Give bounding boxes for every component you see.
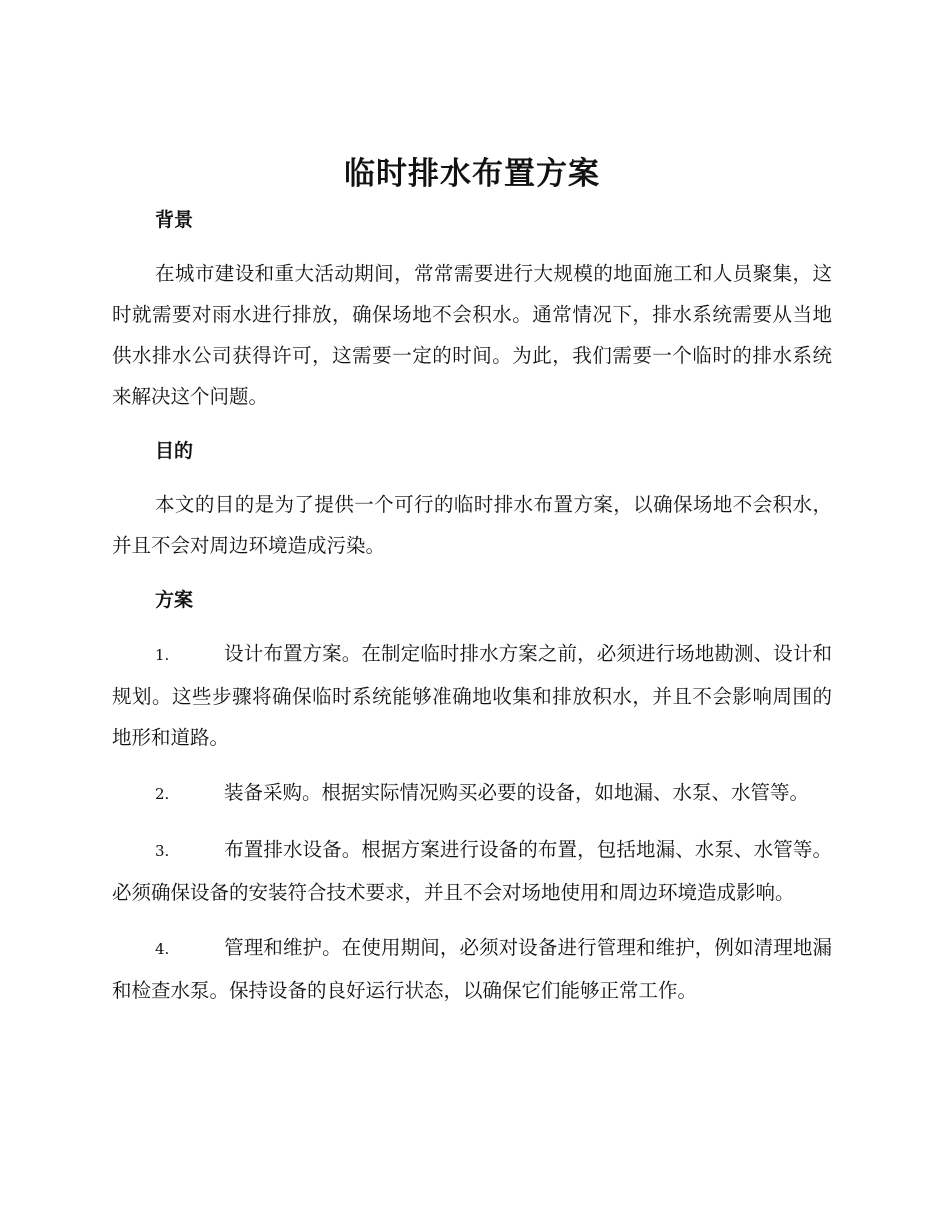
plan-list-item — [112, 772, 832, 815]
list-item-text: 布置排水设备。根据方案进行设备的布置，包括地漏、水泵、水管等。必须确保设备的安装符合技术要求，并且不会对场地使用和周边环境造成影响。 — [112, 838, 832, 904]
list-item-number: 1. — [155, 646, 170, 664]
section-heading-purpose: 目的 — [155, 440, 194, 462]
document-title: 临时排水布置方案 — [344, 156, 600, 192]
list-item-text: 设计布置方案。在制定临时排水方案之前，必须进行场地勘测、设计和规划。这些步骤将确保临时系统能够准确地收集和排放积水，并且不会影响周围的地形和道路。 — [112, 642, 832, 749]
plan-list-item — [112, 927, 832, 1011]
list-item-text: 装备采购。根据实际情况购买必要的设备，如地漏、水泵、水管等。 — [224, 781, 810, 804]
section-heading-plan: 方案 — [155, 589, 194, 611]
list-item-number: 4. — [155, 940, 170, 958]
purpose-paragraph: 本文的目的是为了提供一个可行的临时排水布置方案，以确保场地不会积水，并且不会对周边环境造成污染。 — [112, 493, 832, 557]
list-item-number: 2. — [155, 785, 170, 803]
list-item-text: 管理和维护。在使用期间，必须对设备进行管理和维护，例如清理地漏和检查水泵。保持设备的良好运行状态，以确保它们能够正常工作。 — [112, 936, 832, 1002]
background-paragraph: 在城市建设和重大活动期间，常常需要进行大规模的地面施工和人员聚集，这时就需要对雨水进行排放，确保场地不会积水。通常情况下，排水系统需要从当地供水排水公司获得许可，这需要一定的时间。为此，我们需要一个临时的排水系统来解决这个问题。 — [112, 262, 832, 408]
document-page — [112, 148, 832, 1011]
plan-list-item — [112, 633, 832, 758]
plan-list-item — [112, 829, 832, 913]
section-heading-background: 背景 — [155, 209, 194, 231]
list-item-number: 3. — [155, 842, 170, 860]
